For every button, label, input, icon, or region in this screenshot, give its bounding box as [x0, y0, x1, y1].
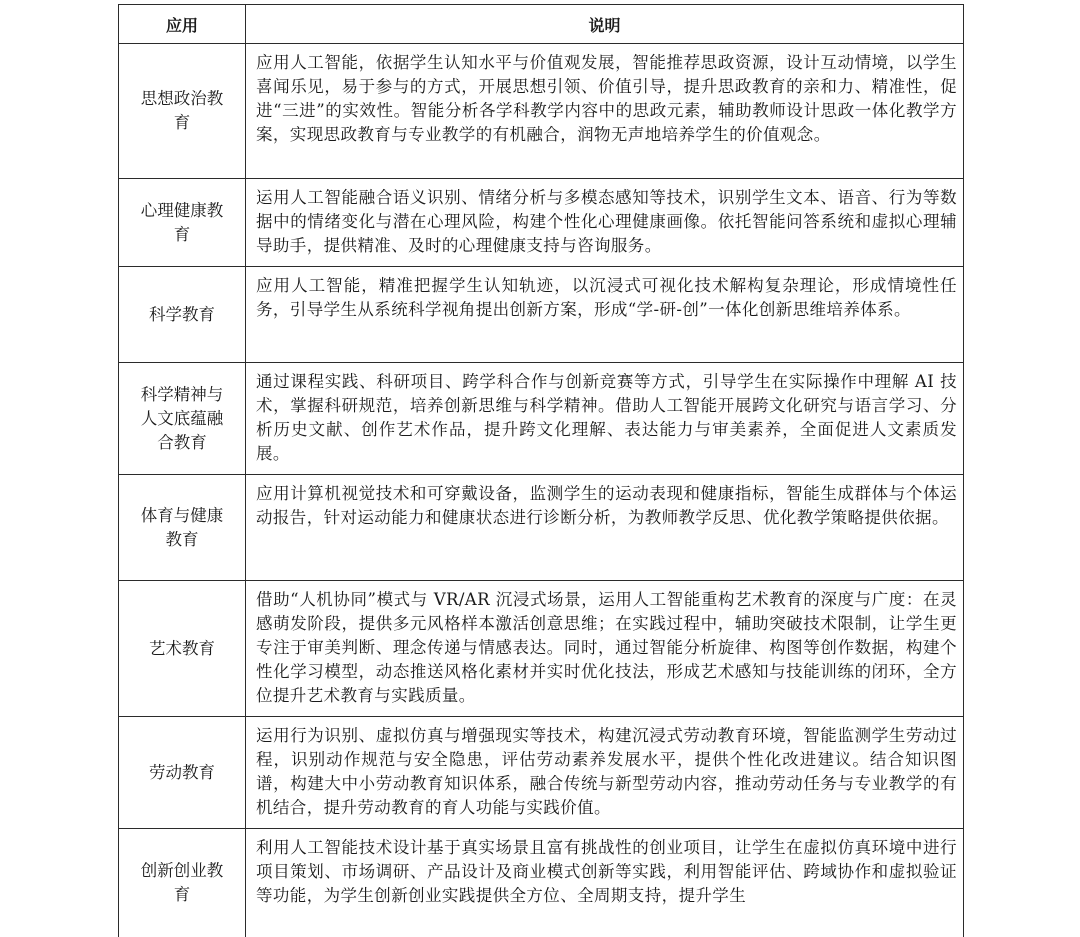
applications-table: [118, 4, 964, 937]
application-cell: 思想政治教育: [119, 44, 246, 179]
header-application: 应用: [119, 5, 246, 44]
application-cell: 心理健康教育: [119, 179, 246, 267]
table-row: [119, 475, 964, 581]
table-row: [119, 267, 964, 363]
application-cell: 科学精神与人文底蕴融合教育: [119, 363, 246, 475]
description-cell: 应用人工智能，精准把握学生认知轨迹，以沉浸式可视化技术解构复杂理论，形成情境性任务，引导学生从系统科学视角提出创新方案，形成“学-研-创”一体化创新思维培养体系。: [246, 267, 964, 363]
application-cell: 创新创业教育: [119, 829, 246, 937]
table-row: [119, 829, 964, 937]
description-cell: 利用人工智能技术设计基于真实场景且富有挑战性的创业项目，让学生在虚拟仿真环境中进行项目策划、市场调研、产品设计及商业模式创新等实践，利用智能评估、跨域协作和虚拟验证等功能，为学生创新创业实践提供全方位、全周期支持，提升学生: [246, 829, 964, 937]
table-row: [119, 179, 964, 267]
description-cell: 运用行为识别、虚拟仿真与增强现实等技术，构建沉浸式劳动教育环境，智能监测学生劳动过程，识别动作规范与安全隐患，评估劳动素养发展水平，提供个性化改进建议。结合知识图谱，构建大中小劳动教育知识体系，融合传统与新型劳动内容，推动劳动任务与专业教学的有机结合，提升劳动教育的育人功能与实践价值。: [246, 717, 964, 829]
application-cell: 科学教育: [119, 267, 246, 363]
table-row: [119, 44, 964, 179]
table-row: [119, 581, 964, 717]
application-cell: 体育与健康教育: [119, 475, 246, 581]
description-cell: 借助“人机协同”模式与 VR/AR 沉浸式场景，运用人工智能重构艺术教育的深度与广度：在灵感萌发阶段，提供多元风格样本激活创意思维；在实践过程中，辅助突破技术限制，让学生更专注于审美判断、理念传递与情感表达。同时，通过智能分析旋律、构图等创作数据，构建个性化学习模型，动态推送风格化素材并实时优化技法，形成艺术感知与技能训练的闭环，全方位提升艺术教育与实践质量。: [246, 581, 964, 717]
table-header-row: [119, 5, 964, 44]
description-cell: 应用人工智能，依据学生认知水平与价值观发展，智能推荐思政资源，设计互动情境，以学生喜闻乐见，易于参与的方式，开展思想引领、价值引导，提升思政教育的亲和力、精准性，促进“三进”的实效性。智能分析各学科教学内容中的思政元素，辅助教师设计思政一体化教学方案，实现思政教育与专业教学的有机融合，润物无声地培养学生的价值观念。: [246, 44, 964, 179]
description-cell: 应用计算机视觉技术和可穿戴设备，监测学生的运动表现和健康指标，智能生成群体与个体运动报告，针对运动能力和健康状态进行诊断分析，为教师教学反思、优化教学策略提供依据。: [246, 475, 964, 581]
table-row: [119, 717, 964, 829]
table-row: [119, 363, 964, 475]
description-cell: 通过课程实践、科研项目、跨学科合作与创新竞赛等方式，引导学生在实际操作中理解 AI 技术，掌握科研规范，培养创新思维与科学精神。借助人工智能开展跨文化研究与语言学习、分析历史文献、创作艺术作品，提升跨文化理解、表达能力与审美素养，全面促进人文素质发展。: [246, 363, 964, 475]
description-cell: 运用人工智能融合语义识别、情绪分析与多模态感知等技术，识别学生文本、语音、行为等数据中的情绪变化与潜在心理风险，构建个性化心理健康画像。依托智能问答系统和虚拟心理辅导助手，提供精准、及时的心理健康支持与咨询服务。: [246, 179, 964, 267]
application-cell: 劳动教育: [119, 717, 246, 829]
application-cell: 艺术教育: [119, 581, 246, 717]
header-description: 说明: [246, 5, 964, 44]
